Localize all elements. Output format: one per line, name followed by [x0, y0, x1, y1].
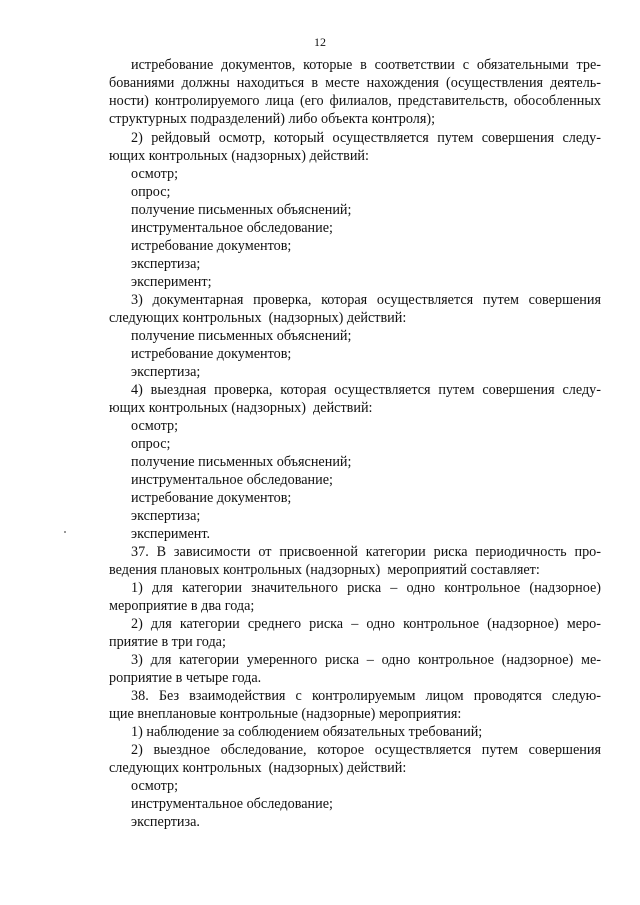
text-line: истребование документов; [131, 238, 292, 254]
text-line: ющих контрольных (надзорных) действий: [109, 148, 369, 164]
scan-speck [64, 531, 66, 533]
text-line: осмотр; [131, 778, 179, 794]
text-line: ющих контрольных (надзорных) действий: [109, 400, 373, 416]
text-line: инструментальное обследование; [131, 472, 333, 488]
text-line: приятие в три года; [109, 634, 226, 650]
text-line: экспертиза; [131, 364, 201, 380]
text-line: роприятие в четыре года. [109, 670, 262, 686]
text-line: осмотр; [131, 166, 179, 182]
text-line: осмотр; [131, 418, 179, 434]
text-line: 2) рейдовый осмотр, который осуществляется путем совершения следу- [131, 130, 601, 146]
text-line: экспертиза; [131, 256, 201, 272]
text-line: экспертиза. [131, 814, 200, 830]
text-line: опрос; [131, 184, 171, 200]
text-line: получение письменных объяснений; [131, 328, 352, 344]
text-line: получение письменных объяснений; [131, 454, 352, 470]
text-line: 1) для категории значительного риска – одно контрольное (надзорное) [131, 580, 601, 596]
text-line: щие внеплановые контрольные (надзорные) мероприятия: [109, 706, 462, 722]
text-line: мероприятие в два года; [109, 598, 255, 614]
text-line: 1) наблюдение за соблюдением обязательных требований; [131, 724, 483, 740]
text-line: 38. Без взаимодействия с контролируемым лицом проводятся следую- [131, 688, 601, 704]
text-line: следующих контрольных (надзорных) действий: [109, 310, 407, 326]
text-line: 37. В зависимости от присвоенной категории риска периодичность про- [131, 544, 601, 560]
text-line: ведения плановых контрольных (надзорных) мероприятий составляет: [109, 562, 540, 578]
text-line: 4) выездная проверка, которая осуществляется путем совершения следу- [131, 382, 601, 398]
text-line: 2) для категории среднего риска – одно контрольное (надзорное) меро- [131, 616, 601, 632]
text-line: 3) документарная проверка, которая осуществляется путем совершения [131, 292, 601, 308]
text-line: ности) контролируемого лица (его филиалов, представительств, обособленных [109, 93, 601, 109]
text-line: инструментальное обследование; [131, 796, 333, 812]
text-line: бованиями должны находиться в месте нахождения (осуществления деятель- [109, 75, 601, 91]
text-line: 3) для категории умеренного риска – одно контрольное (надзорное) ме- [131, 652, 601, 668]
page-number: 12 [314, 35, 326, 49]
text-line: экспертиза; [131, 508, 201, 524]
text-line: структурных подразделений) либо объекта контроля); [109, 111, 436, 127]
text-line: истребование документов, которые в соответствии с обязательными тре- [131, 57, 601, 73]
text-line: получение письменных объяснений; [131, 202, 352, 218]
text-line: эксперимент; [131, 274, 212, 290]
text-line: следующих контрольных (надзорных) действий: [109, 760, 407, 776]
text-line: истребование документов; [131, 490, 292, 506]
text-line: 2) выездное обследование, которое осуществляется путем совершения [131, 742, 601, 758]
text-line: эксперимент. [131, 526, 211, 542]
text-line: инструментальное обследование; [131, 220, 333, 236]
text-line: опрос; [131, 436, 171, 452]
text-line: истребование документов; [131, 346, 292, 362]
